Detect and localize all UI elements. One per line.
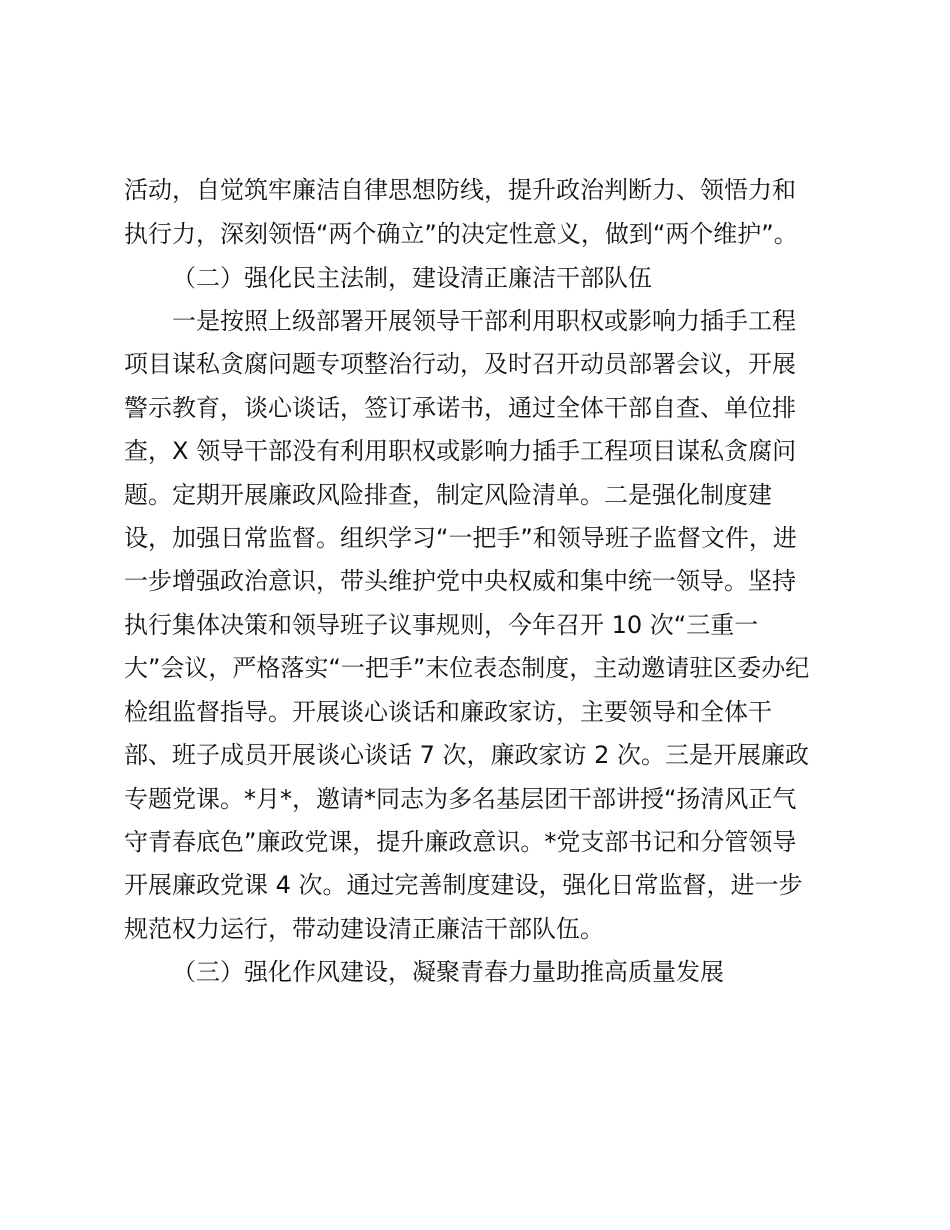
text-line: 开展廉政党课 4 次。通过完善制度建设，强化日常监督，进一步 — [124, 871, 803, 899]
text-line: 守青春底色”廉政党课，提升廉政意识。*党支部书记和分管领导 — [124, 828, 797, 856]
text-line: 执行集体决策和领导班子议事规则，今年召开 10 次“三重一 — [124, 611, 759, 639]
text-line: 检组监督指导。开展谈心谈话和廉政家访，主要领导和全体干 — [124, 698, 772, 726]
section-heading: （二）强化民主法制，建设清正廉洁干部队伍 — [172, 264, 652, 292]
text-line: 项目谋私贪腐问题专项整治行动，及时召开动员部署会议，开展 — [124, 350, 796, 378]
text-line: 活动，自觉筑牢廉洁自律思想防线，提升政治判断力、领悟力和 — [124, 176, 796, 204]
text-line: 专题党课。*月*，邀请*同志为多名基层团干部讲授“扬清风正气 — [124, 785, 797, 813]
text-line: 一步增强政治意识，带头维护党中央权威和集中统一领导。坚持 — [124, 567, 796, 595]
text-line: 题。定期开展廉政风险排查，制定风险清单。二是强化制度建 — [124, 481, 772, 509]
text-line: 大”会议，严格落实“一把手”末位表态制度，主动邀请驻区委办纪 — [124, 654, 810, 682]
text-line: 一是按照上级部署开展领导干部利用职权或影响力插手工程 — [172, 307, 796, 335]
text-line: 设，加强日常监督。组织学习“一把手”和领导班子监督文件，进 — [124, 524, 797, 552]
text-line: 执行力，深刻领悟“两个确立”的决定性意义，做到“两个维护”。 — [124, 220, 798, 248]
text-line: 警示教育，谈心谈话，签订承诺书，通过全体干部自查、单位排 — [124, 394, 796, 422]
text-line: 部、班子成员开展谈心谈话 7 次，廉政家访 2 次。三是开展廉政 — [124, 741, 810, 769]
text-line: 查，X 领导干部没有利用职权或影响力插手工程项目谋私贪腐问 — [124, 437, 797, 465]
text-line: 规范权力运行，带动建设清正廉洁干部队伍。 — [124, 915, 604, 943]
section-heading: （三）强化作风建设，凝聚青春力量助推高质量发展 — [172, 958, 724, 986]
